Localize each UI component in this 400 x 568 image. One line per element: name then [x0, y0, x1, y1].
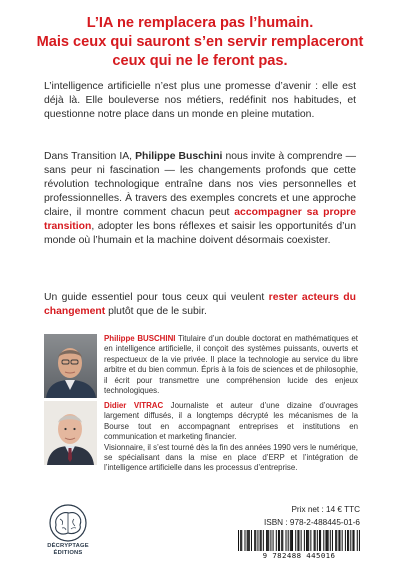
barcode-bar	[306, 530, 307, 551]
barcode-bar	[345, 530, 346, 551]
barcode-bar	[260, 530, 261, 551]
barcode-bar	[255, 530, 256, 551]
barcode-bar	[286, 530, 287, 551]
description-paragraph	[44, 150, 356, 248]
headline	[28, 14, 372, 71]
barcode-bar	[295, 530, 296, 551]
description-part-1: Dans Transition IA,	[44, 151, 136, 162]
barcode-bar	[304, 530, 305, 551]
barcode-bar	[281, 530, 282, 551]
barcode-bar	[307, 530, 308, 551]
author-bio-text-vitrac: Journaliste et auteur d’une dizaine d’ouvrages largement diffusés, il a longtemps décrypté les mécanismes de la Bourse tout en accompagnant entreprises et institutions en communication et marketing financier.	[104, 401, 358, 442]
barcode-bar	[297, 530, 298, 551]
author-name-buschini: Philippe BUSCHINI	[104, 334, 176, 343]
conclusion-highlight: rester acteurs du changement	[44, 292, 356, 317]
headline-line-2: Mais ceux qui sauront s’en servir remplaceront	[36, 34, 364, 50]
barcode-bar	[342, 530, 343, 551]
publisher-name-1: DÉCRYPTAGE	[47, 543, 89, 549]
barcode-bar	[278, 530, 279, 551]
barcode-bar	[352, 530, 353, 551]
barcode-bar	[310, 530, 311, 551]
barcode-bar	[336, 530, 337, 551]
barcode-bar	[292, 530, 293, 551]
barcode-bar	[238, 530, 239, 551]
barcode-bar	[323, 530, 324, 551]
description-highlight: accompagner sa propre transition	[44, 207, 357, 232]
barcode-bar	[350, 530, 351, 551]
isbn-label: ISBN : 978-2-488445-01-6	[263, 518, 360, 527]
description-part-2: nous invite à comprendre — sans peur ni fascination — les changements profonds que cette révolution technologique entraîne dans nos vies personnelles et professionnelles. À travers des exemples concrets et une approche claire, il montre comment chacun peut	[44, 151, 356, 218]
barcode-bar	[335, 530, 336, 551]
barcode-bar	[332, 530, 333, 551]
author-block-buschini	[44, 334, 358, 402]
barcode-bar	[325, 530, 326, 551]
barcode-bar	[314, 530, 315, 551]
author-block-vitrac	[44, 401, 358, 497]
barcode-bar	[251, 530, 252, 551]
barcode-bar	[270, 530, 271, 551]
headline-line-3: ceux qui ne le feront pas.	[112, 53, 288, 69]
barcode-bar	[301, 530, 302, 551]
barcode-bar	[315, 530, 316, 551]
barcode-bar	[241, 530, 242, 551]
author-bio-buschini	[104, 334, 358, 396]
barcode-bar	[317, 530, 318, 551]
barcode-bar	[354, 530, 355, 551]
barcode-bar	[357, 530, 358, 551]
author-photo-vitrac	[44, 401, 97, 465]
barcode-bar	[288, 530, 289, 551]
price-label: Prix net : 14 € TTC	[291, 505, 360, 514]
barcode-bar	[338, 530, 339, 551]
barcode-bar	[348, 530, 349, 551]
barcode-bar	[330, 530, 331, 551]
barcode-bar	[290, 530, 291, 551]
barcode-bar	[347, 530, 348, 551]
barcode-bar	[266, 530, 267, 551]
author-bio-vitrac	[104, 401, 358, 474]
author-name-vitrac: Didier VITRAC	[104, 401, 164, 410]
barcode-bar	[282, 530, 283, 551]
barcode-bar	[247, 530, 248, 551]
barcode-bar	[359, 530, 360, 551]
barcode-bar	[240, 530, 241, 551]
conclusion-paragraph	[44, 291, 356, 319]
barcode-bar	[268, 530, 269, 551]
barcode-bar	[328, 530, 329, 551]
barcode-number: 9 782488 445016	[238, 551, 360, 560]
barcode-bar	[249, 530, 250, 551]
barcode-bar	[298, 530, 299, 551]
conclusion-part-2: plutôt que de le subir.	[105, 306, 207, 317]
barcode-bar	[244, 530, 245, 551]
conclusion-part-1: Un guide essentiel pour tous ceux qui veulent	[44, 292, 269, 303]
barcode-bar	[273, 530, 274, 551]
barcode-bar	[308, 530, 309, 551]
barcode-bar	[261, 530, 262, 551]
barcode-bar	[319, 530, 320, 551]
intro-paragraph: L’intelligence artificielle n’est plus une promesse d’avenir : elle est déjà là. Elle bouleverse nos métiers, redéfinit nos habitudes, et questionne notre place dans un monde en pleine mutation.	[44, 81, 356, 120]
author-photo-buschini	[44, 334, 97, 398]
barcode-bar	[339, 530, 340, 551]
barcode-bar	[276, 530, 277, 551]
barcode-bar	[320, 530, 321, 551]
author-bio-text-buschini: Titulaire d’un double doctorat en mathématiques et en intelligence artificielle, il conçoit des systèmes puissants, ouverts et respectueux de la vie privée. Il place la technologie au service du libre arbitre et du bien commun. Épris à la fois de sciences et de philosophie, il écrit pour transmettre une compréhension lucide des enjeux technologiques.	[104, 334, 358, 396]
headline-line-1: L’IA ne remplacera pas l’humain.	[86, 15, 314, 31]
barcode-bar	[279, 530, 280, 551]
barcode-bar	[248, 530, 249, 551]
barcode-bar	[263, 530, 264, 551]
publisher-logo	[42, 503, 94, 561]
description-part-3: , adopter les bons réflexes et saisir les opportunités d’un monde où l’humain et la machine doivent désormais coexister.	[44, 221, 356, 246]
barcode-bar	[267, 530, 268, 551]
barcode-bar	[254, 530, 255, 551]
publisher-name-2: ÉDITIONS	[53, 550, 83, 556]
description-author: Philippe Buschini	[135, 151, 223, 162]
barcode-bar	[327, 530, 328, 551]
brain-logo-icon	[42, 503, 94, 543]
barcode-bar	[291, 530, 292, 551]
barcode-bar	[257, 530, 258, 551]
author-bio-text-vitrac-2: Visionnaire, il s’est tourné dès la fin des années 1990 vers le numérique, se spécialisant dans la mise en place d’ERP et l’intégration de l’intelligence artificielle dans les processus d’entreprise.	[104, 442, 358, 473]
